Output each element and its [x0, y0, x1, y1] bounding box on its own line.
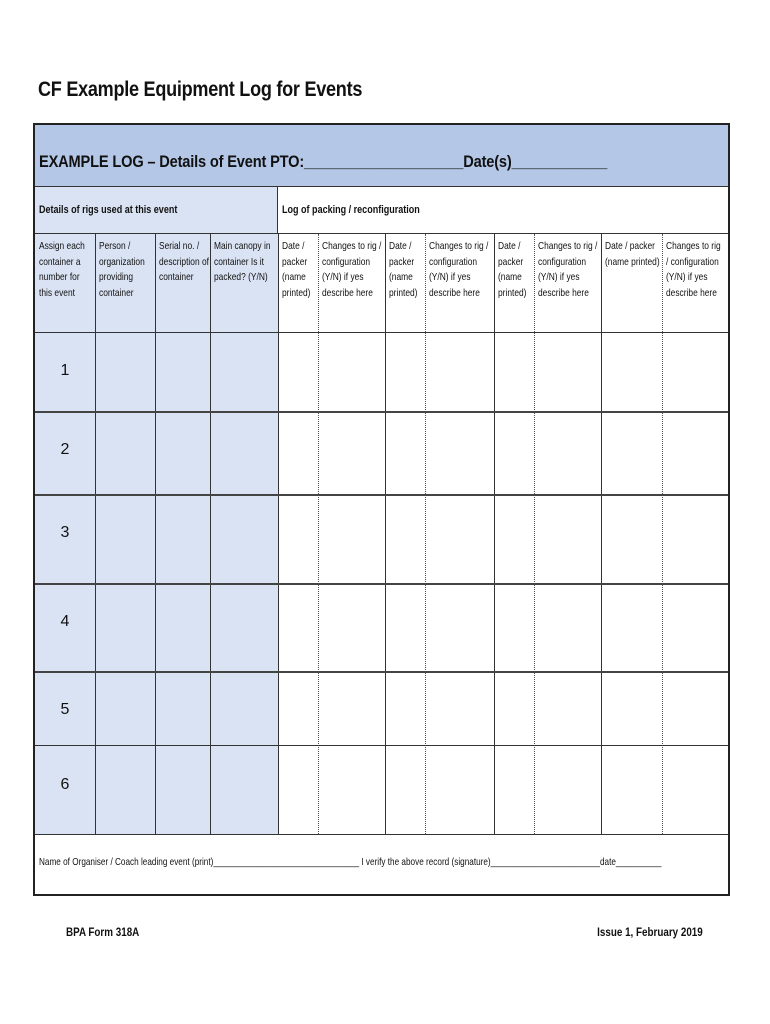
row-divider — [35, 332, 728, 333]
column-header: Date / packer (name printed) — [605, 240, 660, 268]
column-header: Date / packer (name printed) — [498, 240, 527, 299]
issue-date: Issue 1, February 2019 — [597, 925, 703, 939]
row-number: 3 — [60, 524, 70, 541]
form-number: BPA Form 318A — [66, 925, 140, 939]
event-banner — [35, 125, 728, 187]
column-divider — [534, 234, 535, 834]
banner-text: EXAMPLE LOG – Details of Event PTO:____________________Date(s)____________ — [39, 152, 608, 171]
column-divider — [95, 234, 96, 834]
section-header-row — [35, 187, 728, 234]
row-number: 2 — [60, 441, 70, 458]
column-divider — [494, 234, 495, 834]
rigs-section-label: Details of rigs used at this event — [39, 204, 178, 216]
page-title: CF Example Equipment Log for Events — [38, 78, 363, 101]
column-header: Changes to rig / configuration (Y/N) if yes describe here — [322, 240, 382, 299]
column-header: Changes to rig / configuration (Y/N) if yes describe here — [429, 240, 489, 299]
column-divider — [278, 234, 279, 834]
column-header: Date / packer (name printed) — [282, 240, 311, 299]
row-divider — [35, 583, 728, 585]
row-number: 4 — [60, 613, 70, 630]
column-header: Person / organization providing container — [99, 240, 145, 299]
row-number: 6 — [60, 776, 70, 793]
equipment-log-form — [33, 123, 730, 896]
column-divider — [155, 234, 156, 834]
column-divider — [385, 234, 386, 834]
column-divider — [425, 234, 426, 834]
rigs-section — [35, 187, 278, 233]
column-divider — [662, 234, 663, 834]
footer-divider — [35, 834, 728, 835]
column-divider — [601, 234, 602, 834]
column-header: Changes to rig / configuration (Y/N) if yes describe here — [538, 240, 598, 299]
log-section-label: Log of packing / reconfiguration — [282, 204, 420, 216]
row-divider — [35, 671, 728, 673]
column-header: Changes to rig / configuration (Y/N) if yes describe here — [666, 240, 721, 299]
row-number: 5 — [60, 701, 70, 718]
column-divider — [318, 234, 319, 834]
column-header: Assign each container a number for this event — [39, 240, 85, 299]
row-divider — [35, 745, 728, 746]
column-header: Main canopy in container Is it packed? (Y/N) — [214, 240, 271, 284]
row-number: 1 — [60, 362, 70, 379]
column-divider — [210, 234, 211, 834]
column-header: Serial no. / description of container — [159, 240, 209, 284]
row-divider — [35, 494, 728, 496]
row-divider — [35, 411, 728, 413]
organiser-signature-line: Name of Organiser / Coach leading event (print)________________________________ I verify the above record (signature)________________________date__________ — [39, 856, 662, 868]
column-header: Date / packer (name printed) — [389, 240, 418, 299]
